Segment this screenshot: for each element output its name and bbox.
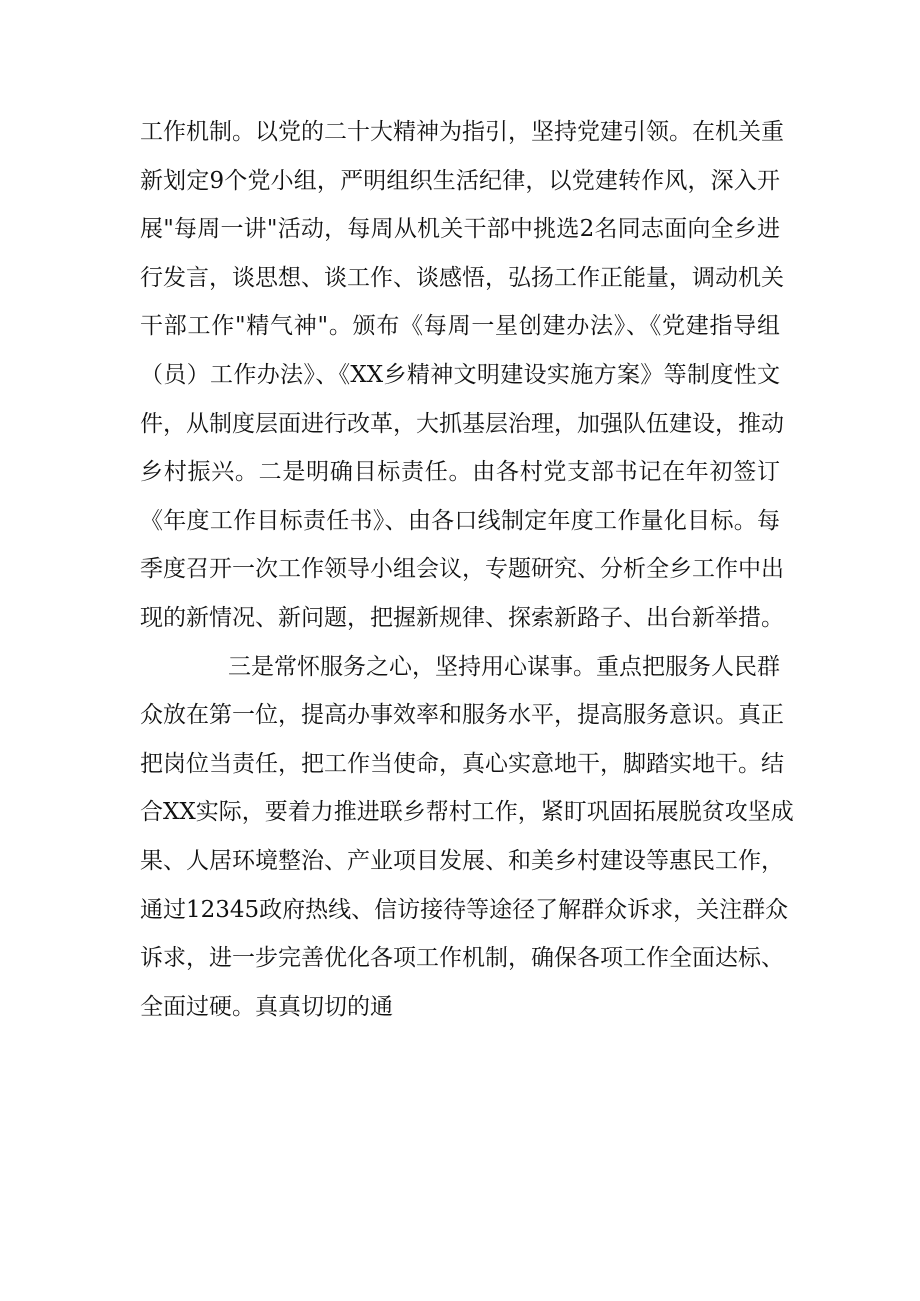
text-line: 把岗位当责任，把工作当使命，真心实意地干，脚踏实地干。结 [140,750,784,777]
text-line: 乡村振兴。二是明确目标责任。由各村党支部书记在年初签订 [140,459,780,486]
text-line: 工作机制。以党的二十大精神为指引，坚持党建引领。在机关重 [140,119,784,145]
text-line: 行发言，谈思想、谈工作、谈感悟，弘扬工作正能量，调动机关 [140,264,784,291]
text-line: 果、人居环境整治、产业项目发展、和美乡村建设等惠民工作， [140,847,784,874]
text-line: 《年度工作目标责任书》、由各口线制定年度工作量化目标。每 [140,507,780,534]
text-line: 展"每周一讲"活动，每周从机关干部中挑选2名同志面向全乡进 [140,216,780,243]
text-line: 季度召开一次工作领导小组会议，专题研究、分析全乡工作中出 [140,556,784,583]
text-line: 众放在第一位，提高办事效率和服务水平，提高服务意识。真正 [140,702,784,729]
body-text [140,108,794,1031]
text-line-last: 全面过硬。真真切切的通 [140,993,393,1020]
text-line: 件，从制度层面进行改革，大抓基层治理，加强队伍建设，推动 [140,410,784,437]
paragraph-start-line: 三是常怀服务之心，坚持用心谋事。重点把服务人民群 [228,653,780,680]
text-line: 合XX实际，要着力推进联乡帮村工作，紧盯巩固拓展脱贫攻坚成 [140,799,794,826]
text-line: 诉求，进一步完善优化各项工作机制，确保各项工作全面达标、 [140,945,784,972]
text-line: 新划定9个党小组，严明组织生活纪律，以党建转作风，深入开 [140,167,780,194]
text-line: 干部工作"精气神"。颁布《每周一星创建办法》、《党建指导组 [140,313,780,340]
text-line: 通过12345政府热线、信访接待等途径了解群众诉求，关注群众 [140,896,789,923]
text-line: 现的新情况、新问题，把握新规律、探索新路子、出台新举措。 [140,604,784,631]
text-line: （员）工作办法》、《XX乡精神文明建设实施方案》等制度性文 [140,361,780,388]
